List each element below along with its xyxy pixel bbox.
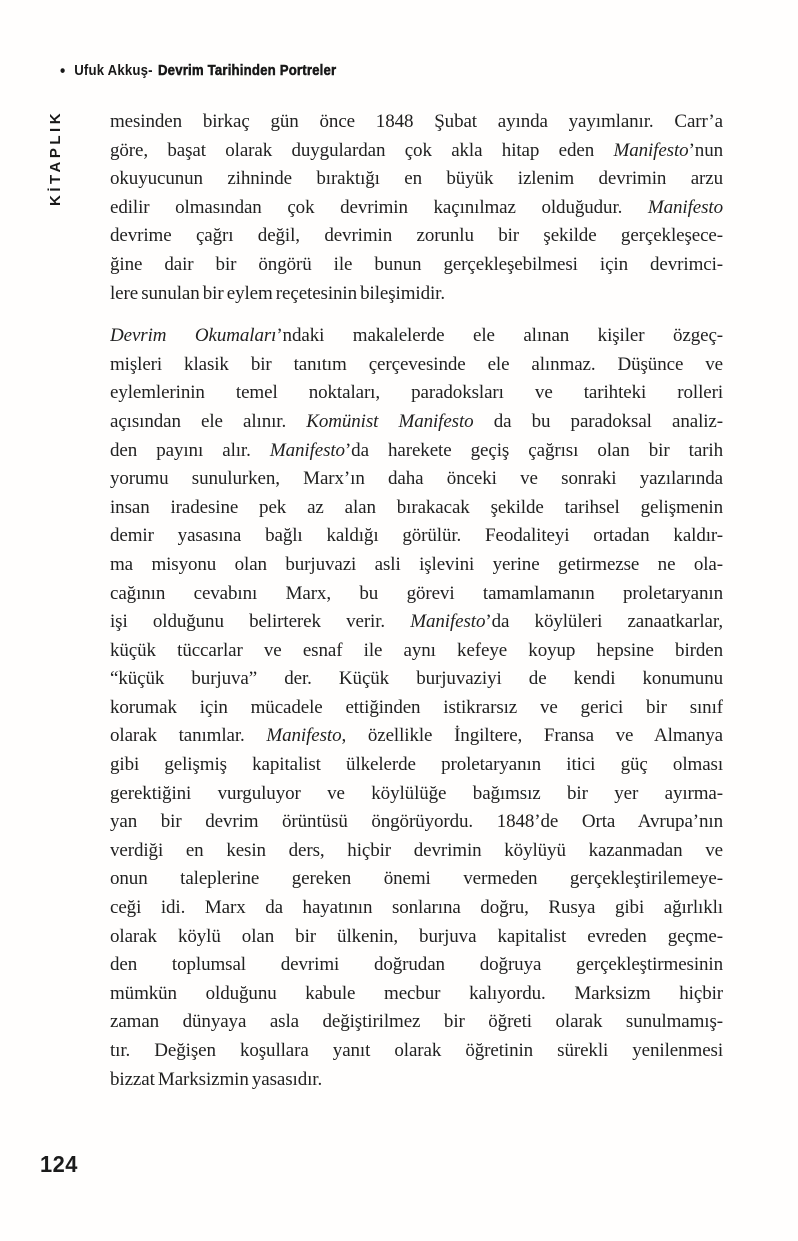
text-line: ceği idi. Marx da hayatının sonlarına doğru, Rusya gibi ağırlıklı (110, 897, 723, 919)
text-line: den payını alır. Manifesto’da harekete geçiş çağrısı olan bir tarih (110, 439, 723, 461)
italic-title: Manifesto (613, 139, 689, 161)
text-line: bizzat Marksizmin yasasıdır. (110, 1068, 323, 1090)
page-number: 124 (40, 1151, 78, 1177)
text-line: ğine dair bir öngörü ile bunun gerçekleşebilmesi için devrimci- (110, 253, 723, 275)
header-book-title: Devrim Tarihinden Portreler (157, 62, 337, 79)
italic-title: Devrim Okumaları (110, 325, 277, 347)
text-line: lere sunulan bir eylem reçetesinin bileşimidir. (110, 282, 445, 304)
text-line: açısından ele alınır. Komünist Manifesto da bu paradoksal analiz- (110, 410, 723, 432)
text-line: Devrim Okumaları’ndaki makalelerde ele alınan kişiler özgeç- (110, 325, 723, 347)
text-line: işi olduğunu belirterek verir. Manifesto’da köylüleri zanaatkarlar, (110, 611, 723, 633)
text-line: edilir olmasından çok devrimin kaçınılmaz olduğudur. Manifesto (110, 196, 723, 218)
text-line: olarak köylü olan bir ülkenin, burjuva kapitalist evreden geçme- (110, 925, 723, 947)
text-line: zaman dünyaya asla değiştirilmez bir öğreti olarak sunulmamış- (110, 1011, 723, 1033)
text-line: mesinden birkaç gün önce 1848 Şubat ayında yayımlanır. Carr’a (110, 111, 723, 132)
text-line: yorumu sunulurken, Marx’ın daha önceki ve sonraki yazılarında (110, 468, 723, 490)
italic-title: Manifesto (266, 725, 342, 747)
italic-title: Manifesto (647, 196, 723, 218)
italic-title: Manifesto (269, 439, 345, 461)
text-line: den toplumsal devrimi doğrudan doğruya gerçekleştirmesinin (110, 954, 723, 976)
text-line: tır. Değişen koşullara yanıt olarak öğretinin sürekli yenilenmesi (110, 1040, 723, 1061)
text-line: korumak için mücadele ettiğinden istikrarsız ve gerici bir sınıf (110, 696, 723, 718)
text-line: gerektiğini vurguluyor ve köylülüğe bağımsız bir yer ayırma- (110, 782, 723, 804)
paragraph (110, 108, 723, 308)
text-line: göre, başat olarak duygulardan çok akla hitap eden Manifesto’nun (110, 139, 723, 161)
text-line: yan bir devrim örüntüsü öngörüyordu. 1848’de Orta Avrupa’nın (110, 811, 723, 833)
text-line: cağının cevabını Marx, bu görevi tamamlamanın proletaryanın (110, 582, 723, 604)
italic-title: Komünist Manifesto (306, 410, 474, 432)
text-line: mişleri klasik bir tanıtım çerçevesinde ele alınmaz. Düşünce ve (110, 353, 723, 375)
text-line: onun taleplerine gereken önemi vermeden gerçekleştirilemeye- (110, 868, 723, 890)
text-line: ma misyonu olan burjuvazi asli işlevini yerine getirmezse ne ola- (110, 553, 723, 575)
text-line: “küçük burjuva” der. Küçük burjuvaziyi de kendi konumunu (110, 668, 723, 690)
paragraph (110, 322, 723, 1094)
bullet-icon: • (60, 61, 66, 80)
italic-title: Manifesto (410, 611, 486, 633)
text-line: verdiği en kesin ders, hiçbir devrimin köylüyü kazanmadan ve (110, 839, 723, 861)
text-line: olarak tanımlar. Manifesto, özellikle İngiltere, Fransa ve Almanya (110, 725, 723, 747)
running-header (60, 60, 336, 80)
text-line: demir yasasına bağlı kaldığı görülür. Feodaliteyi ortadan kaldır- (110, 525, 723, 547)
body-text (110, 108, 723, 1094)
text-line: küçük tüccarlar ve esnaf ile aynı kefeye koyup hepsine birden (110, 639, 723, 661)
text-line: gibi gelişmiş kapitalist ülkelerde proletaryanın itici güç olması (110, 754, 723, 776)
header-author: Ufuk Akkuş- (74, 62, 153, 79)
sidebar-vertical-label: KİTAPLIK (47, 109, 64, 206)
text-line: okuyucunun zihninde bıraktığı en büyük izlenim devrimin arzu (110, 168, 723, 190)
text-line: eylemlerinin temel noktaları, paradoksları ve tarihteki rolleri (110, 382, 723, 404)
text-line: insan iradesine pek az alan bırakacak şekilde tarihsel gelişmenin (110, 496, 723, 518)
text-line: devrime çağrı değil, devrimin zorunlu bir şekilde gerçekleşece- (110, 225, 723, 247)
text-line: mümkün olduğunu kabule mecbur kalıyordu. Marksizm hiçbir (110, 982, 723, 1004)
